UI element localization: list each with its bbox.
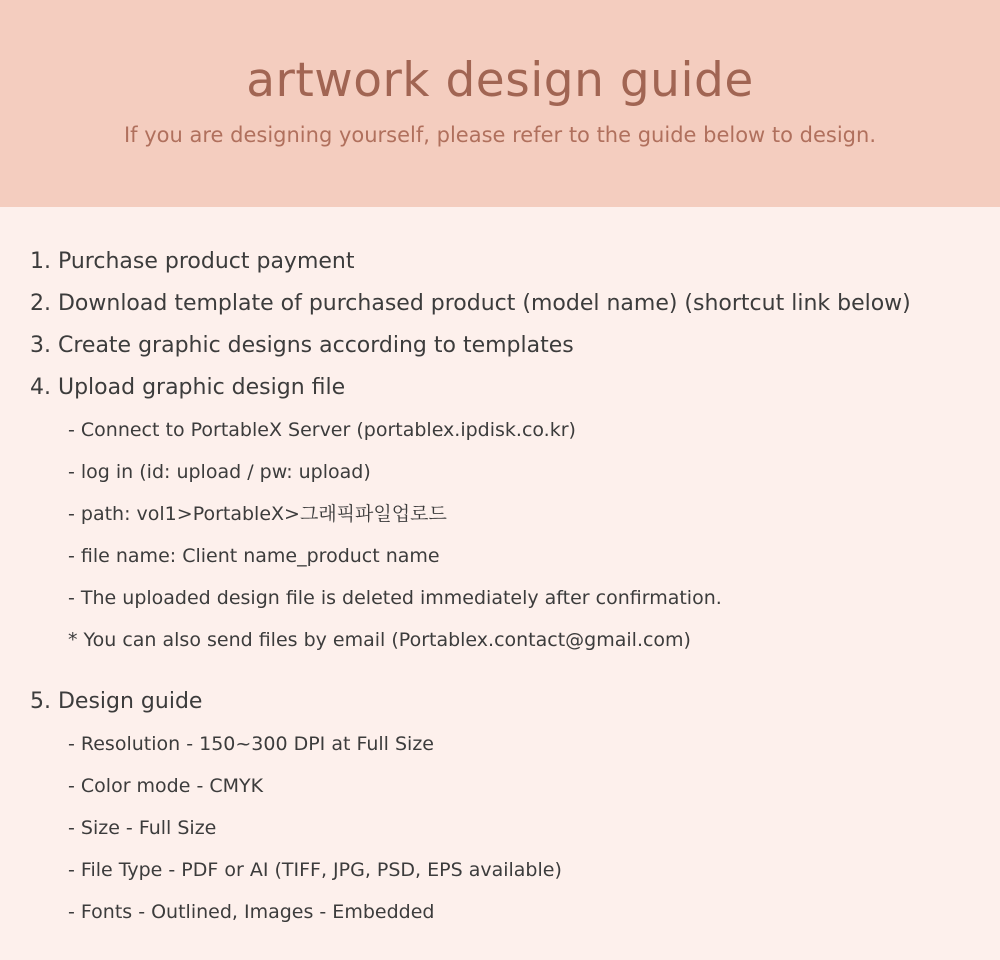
- upload-detail-deleted: - The uploaded design file is deleted immediately after confirmation.: [68, 587, 722, 609]
- design-detail-resolution: - Resolution - 150~300 DPI at Full Size: [68, 733, 434, 755]
- upload-detail-filename: - file name: Client name_product name: [68, 545, 440, 567]
- design-detail-size: - Size - Full Size: [68, 817, 217, 839]
- page-subtitle: If you are designing yourself, please refer to the guide below to design.: [123, 123, 876, 147]
- page-title: artwork design guide: [246, 53, 754, 108]
- design-detail-color-mode: - Color mode - CMYK: [68, 775, 264, 797]
- step-4: 4. Upload graphic design file: [30, 375, 346, 400]
- upload-detail-server: - Connect to PortableX Server (portablex.ipdisk.co.kr): [68, 419, 576, 441]
- upload-detail-email: * You can also send files by email (Portablex.contact@gmail.com): [68, 629, 691, 651]
- design-detail-fonts: - Fonts - Outlined, Images - Embedded: [68, 901, 435, 923]
- step-2: 2. Download template of purchased product (model name) (shortcut link below): [30, 291, 911, 316]
- step-5: 5. Design guide: [30, 689, 203, 714]
- upload-detail-path: - path: vol1>PortableX>그래픽파일업로드: [68, 503, 447, 525]
- upload-detail-login: - log in (id: upload / pw: upload): [68, 461, 371, 483]
- design-detail-file-type: - File Type - PDF or AI (TIFF, JPG, PSD, EPS available): [68, 859, 562, 881]
- header-banner: [0, 0, 1000, 207]
- guide-content: [0, 207, 1000, 933]
- step-1: 1. Purchase product payment: [30, 249, 355, 274]
- step-3: 3. Create graphic designs according to templates: [30, 333, 574, 358]
- section-gap: [30, 661, 1000, 681]
